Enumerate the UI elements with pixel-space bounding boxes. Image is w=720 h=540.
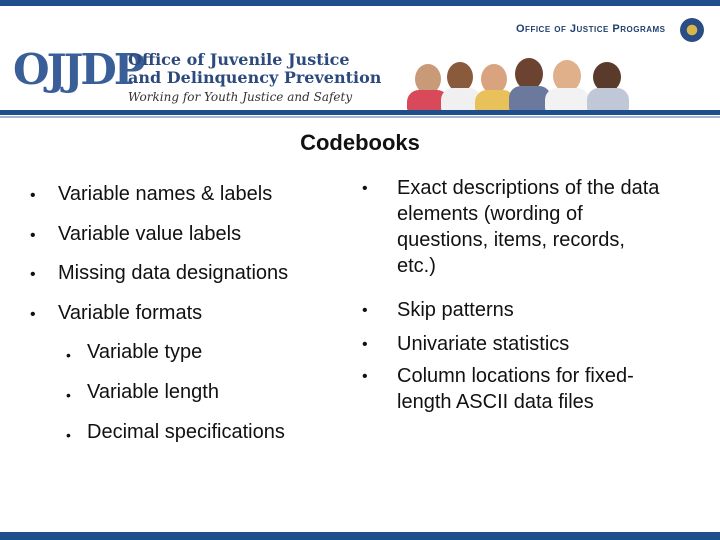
header-rule-light xyxy=(0,116,720,118)
header-banner xyxy=(0,6,720,110)
org-name-line1: Office of Juvenile Justice xyxy=(128,50,350,69)
slide-title: Codebooks xyxy=(300,130,420,155)
bullet: • xyxy=(362,336,368,353)
list-item: Exact descriptions of the data elements (wording of questions, items, records, etc.) xyxy=(397,177,660,277)
list-item: Univariate statistics xyxy=(397,333,570,355)
youth-group-photo xyxy=(395,46,720,116)
tagline: Working for Youth Justice and Safety xyxy=(128,90,353,104)
bullet: • xyxy=(362,302,368,319)
header-rule xyxy=(0,110,720,115)
ojjdp-logo: OJJDP xyxy=(13,45,143,94)
bullet: • xyxy=(362,180,368,197)
doj-seal-icon xyxy=(680,18,704,42)
bullet: • xyxy=(362,368,368,385)
org-name-line2: and Delinquency Prevention xyxy=(128,68,382,87)
list-item: Column locations for fixed-length ASCII data files xyxy=(397,365,634,413)
ojp-label: Office of Justice Programs xyxy=(516,23,666,35)
list-item: Skip patterns xyxy=(397,299,514,321)
footer-accent-bar xyxy=(0,532,720,540)
